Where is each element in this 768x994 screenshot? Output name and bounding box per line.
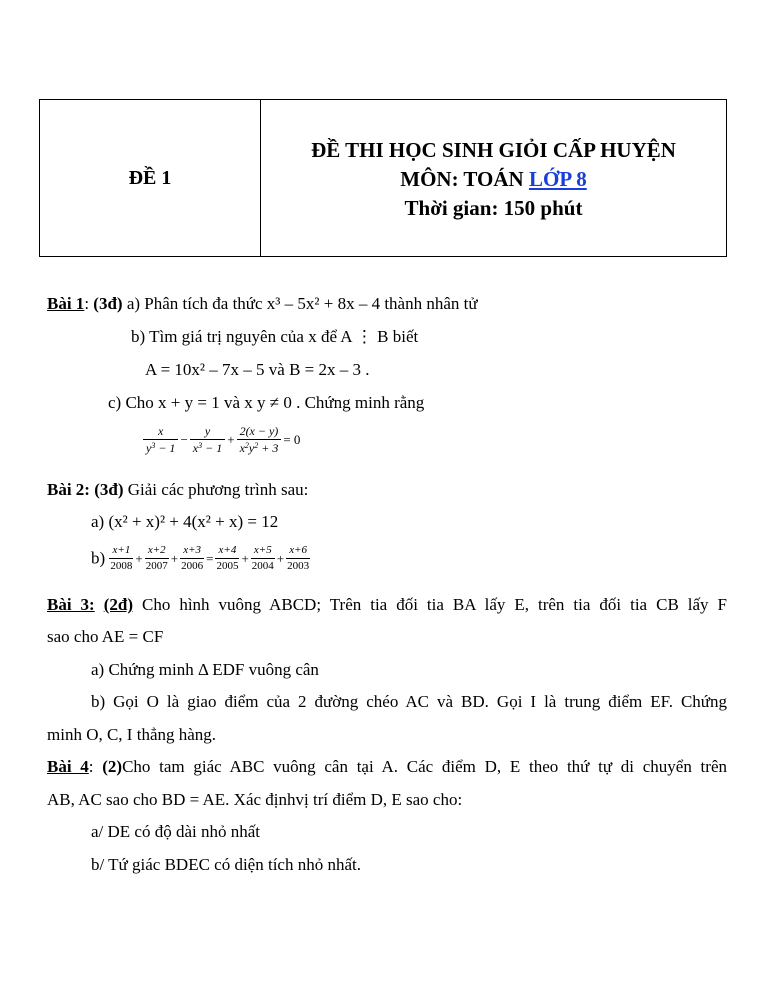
bai3-text1: Cho hình vuông ABCD; Trên tia đối tia BA lấy E, trên tia đối tia CB lấy F	[133, 595, 727, 614]
exam-title-cell	[261, 100, 726, 256]
bai2-label: Bài 2: (3đ)	[47, 480, 124, 499]
exam-header-table	[39, 99, 727, 257]
bai1-b-expr: A = 10x² – 7x – 5 và B = 2x – 3 .	[145, 360, 370, 379]
bai2-heading	[47, 480, 308, 500]
fraction-x5-2004: $\frac{x+5}{2004}$	[251, 544, 274, 572]
bai3-b2: minh O, C, I thẳng hàng.	[47, 725, 217, 744]
bai1-c: c) Cho x + y = 1 và x y ≠ 0 . Chứng minh rằng	[108, 393, 425, 412]
bai2-a: a) (x² + x)² + 4(x² + x) = 12	[91, 512, 279, 531]
exam-subject	[400, 165, 587, 194]
bai1-identity-formula: $\frac{x}{y^3 - 1}$ − $\frac{y}{x^3 - 1}$ + $\frac{2(x - y)}{x^2y^2 + 3}$ = 0	[143, 423, 302, 456]
bai3-points: (2đ)	[103, 595, 133, 614]
exam-time: Thời gian: 150 phút	[404, 195, 583, 220]
bai2-b: b) $\frac{x+1}{2008}$ + $\frac{x+2}{2007}$ + $\frac{x+3}{2006}$ = $\frac{x+4}{2005}$ + $\frac{x+5}{2004}$ + $\frac{x+6}{2003}$	[91, 544, 310, 572]
bai3-b1: b) Gọi O là giao điểm của 2 đường chéo AC và BD. Gọi I là trung điểm EF. Chứng	[91, 692, 727, 711]
bai1-colon: :	[84, 294, 94, 313]
fraction-x6-2003: $\frac{x+6}{2003}$	[287, 544, 310, 572]
bai2-intro: Giải các phương trình sau:	[123, 480, 309, 499]
bai3-a: a) Chứng minh Δ EDF vuông cân	[91, 660, 319, 679]
bai4-b: b/ Tứ giác BDEC có diện tích nhỏ nhất.	[91, 855, 361, 874]
bai4-a: a/ DE có độ dài nhỏ nhất	[91, 822, 261, 841]
bai1-label: Bài 1	[47, 294, 85, 313]
bai1-points: (3đ)	[93, 294, 123, 313]
bai2-b-prefix: b)	[91, 548, 106, 568]
exam-title: ĐỀ THI HỌC SINH GIỎI CẤP HUYỆN	[311, 137, 676, 162]
fraction-x2-2007: $\frac{x+2}{2007}$	[145, 544, 168, 572]
exam-code: ĐỀ 1	[128, 166, 172, 189]
subject-prefix: MÔN: TOÁN	[400, 166, 529, 191]
bai1-b: b) Tìm giá trị nguyên của x để A ⋮ B biết	[131, 327, 419, 346]
fraction-x3-2006: $\frac{x+3}{2006}$	[181, 544, 204, 572]
bai3-line-1	[47, 595, 727, 615]
fraction-x1-2008: $\frac{x+1}{2008}$	[110, 544, 133, 572]
bai3-text2: sao cho AE = CF	[47, 627, 164, 646]
fraction-y-over-x3-1: $\frac{y}{x^3 - 1}$	[190, 423, 225, 456]
bai4-line-1	[47, 757, 727, 777]
bai4-label: Bài 4	[47, 757, 89, 776]
fraction-2xy-over-x2y2-3: $\frac{2(x - y)}{x^2y^2 + 3}$	[237, 423, 282, 456]
grade-link[interactable]: LỚP 8	[528, 166, 587, 191]
bai4-text1: Cho tam giác ABC vuông cân tại A. Các điểm D, E theo thứ tự di chuyển trên	[122, 757, 727, 776]
exam-code-cell	[40, 100, 261, 256]
fraction-x4-2005: $\frac{x+4}{2005}$	[216, 544, 239, 572]
bai4-colon: :	[88, 757, 103, 776]
bai1-a: a) Phân tích đa thức x³ – 5x² + 8x – 4 thành nhân tử	[122, 294, 478, 313]
bai4-text2: AB, AC sao cho BD = AE. Xác địnhvị trí điểm D, E sao cho:	[47, 790, 463, 809]
bai1-line-a	[47, 294, 478, 314]
fraction-x-over-y3-1: $\frac{x}{y^3 - 1}$	[143, 423, 178, 456]
bai3-label: Bài 3:	[47, 595, 95, 614]
bai4-points: (2)	[102, 757, 123, 776]
